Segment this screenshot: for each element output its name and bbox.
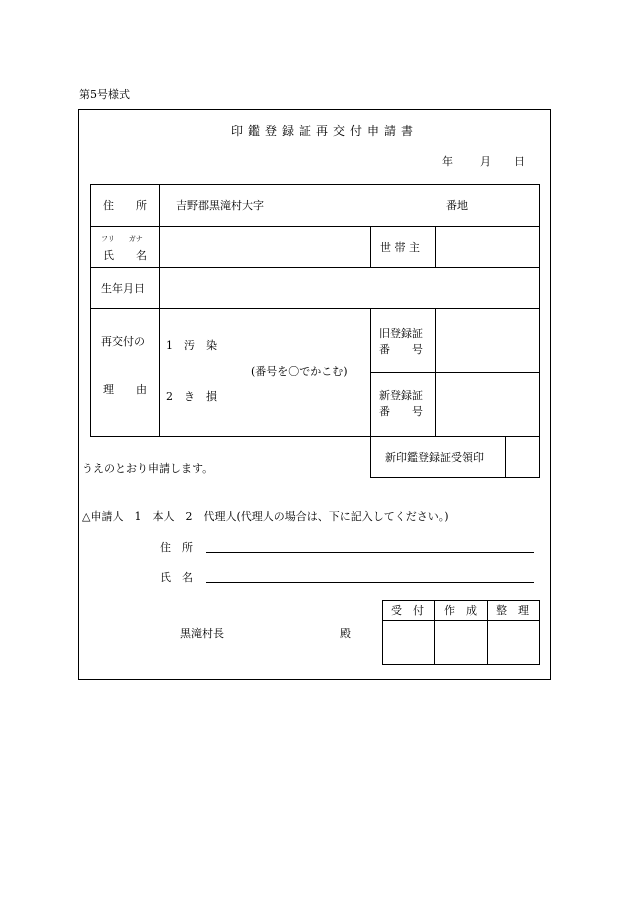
reason-note: (番号を〇でかこむ) (251, 365, 348, 378)
date-year: 年 (442, 155, 453, 168)
office-use-row-line (382, 620, 540, 621)
addressee: 黒滝村長 (180, 627, 224, 640)
proxy-address-label: 住 所 (160, 541, 193, 554)
applicant-table (90, 184, 540, 437)
table-row-line (370, 372, 540, 373)
receipt-seal-divider (505, 437, 506, 478)
reason-label: 再交付の (101, 335, 145, 348)
form-number: 第5号様式 (79, 88, 130, 101)
table-row-line (90, 226, 540, 227)
new-cert-label: 番 号 (379, 405, 423, 418)
birthdate-label: 生年月日 (101, 282, 145, 295)
applicant-type-line: △申請人 1 本人 2 代理人(代理人の場合は、下に記入してください。) (82, 510, 449, 523)
reason-option-2: 2 き 損 (166, 390, 217, 403)
banchi-label: 番地 (446, 199, 468, 212)
office-arranged-label: 整 理 (496, 604, 529, 617)
apply-statement: うえのとおり申請します。 (82, 462, 214, 475)
proxy-address-line (206, 552, 534, 553)
address-label: 住 所 (103, 199, 147, 212)
office-created-label: 作 成 (444, 604, 477, 617)
receipt-label: 新印鑑登録証受領印 (385, 451, 484, 464)
old-cert-label: 旧登録証 (379, 327, 423, 340)
reason-option-1: 1 汚 染 (166, 339, 217, 352)
honorific: 殿 (340, 627, 351, 640)
reason-label: 理 由 (103, 383, 147, 396)
table-divider-right (435, 226, 436, 267)
table-divider-right (370, 226, 371, 267)
furigana-label: フリ ガナ (101, 235, 143, 243)
office-use-divider (434, 600, 435, 665)
old-cert-label: 番 号 (379, 343, 423, 356)
proxy-name-label: 氏 名 (160, 571, 193, 584)
proxy-name-line (206, 582, 534, 583)
page-title: 印鑑登録証再交付申請書 (231, 124, 419, 138)
office-use-divider (487, 600, 488, 665)
new-cert-label: 新登録証 (379, 389, 423, 402)
date-day: 日 (514, 155, 525, 168)
name-label: 氏 名 (103, 249, 147, 262)
date-month: 月 (480, 155, 491, 168)
table-divider-label (159, 184, 160, 437)
head-of-household-label: 世 帯 主 (380, 241, 420, 254)
table-row-line (90, 267, 540, 268)
table-row-line (90, 308, 540, 309)
address-value: 吉野郡黒滝村大字 (176, 199, 264, 212)
office-received-label: 受 付 (391, 604, 424, 617)
